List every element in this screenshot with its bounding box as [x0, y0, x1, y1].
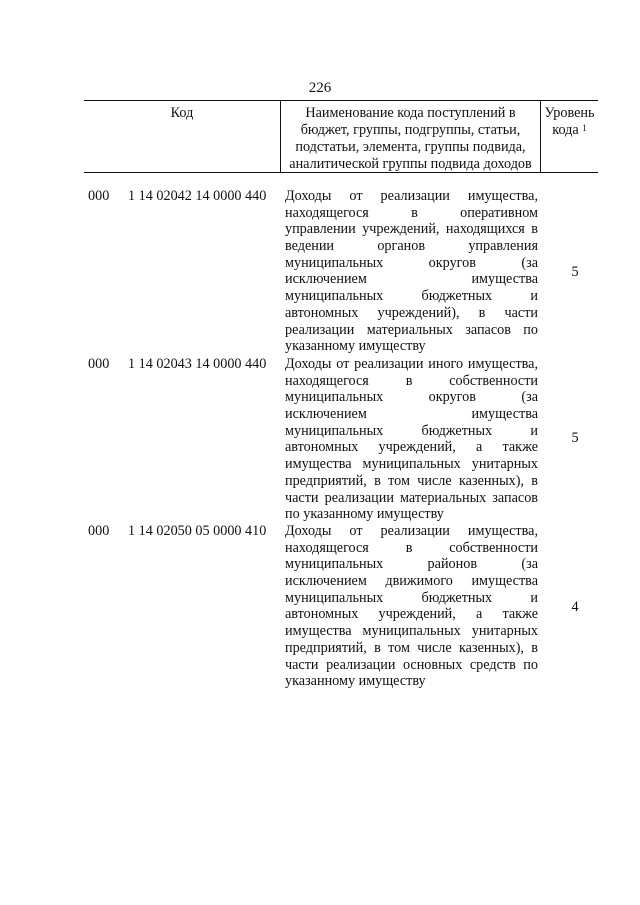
header-level-line2: [541, 122, 598, 139]
description-line: автономных учреждений), в части: [285, 304, 538, 321]
header-code: Код: [170, 105, 194, 121]
header-name-line: аналитической группы подвида доходов: [289, 156, 532, 172]
level-value: 4: [571, 599, 579, 615]
admin-code: 000: [88, 523, 110, 539]
description-line: Доходы от реализации имущества,: [285, 188, 538, 204]
description-line: по указанному имуществу: [285, 506, 444, 523]
description-line: исключением имущества: [285, 271, 538, 288]
header-level: [541, 105, 598, 139]
description-line: находящегося в собственности: [285, 539, 538, 556]
table-header: [84, 100, 598, 173]
revenue-description: [285, 356, 538, 523]
header-name-line: подстатьи, элемента, группы подвида,: [295, 139, 526, 155]
revenue-description: [285, 188, 538, 355]
description-line: имущества муниципальных унитарных: [285, 456, 538, 473]
description-line: ведении органов управления: [285, 238, 538, 255]
level-value: 5: [571, 264, 579, 280]
description-line: муниципальных округов (за: [285, 389, 538, 406]
header-name-line: бюджет, группы, подгруппы, статьи,: [300, 122, 521, 138]
description-line: имущества муниципальных унитарных: [285, 623, 538, 640]
description-line: находящегося в собственности: [285, 372, 538, 389]
header-name-line: Наименование кода поступлений в: [305, 105, 516, 121]
header-level-text: кода: [552, 122, 579, 138]
footnote-mark: 1: [582, 123, 587, 133]
description-line: муниципальных округов (за: [285, 254, 538, 271]
description-line: указанному имуществу: [285, 338, 426, 355]
description-line: предприятий, в том числе казенных), в: [285, 639, 538, 656]
revenue-description: [285, 523, 538, 690]
description-line: Доходы от реализации иного имущества,: [285, 356, 538, 372]
description-line: находящегося в оперативном: [285, 204, 538, 221]
admin-code: 000: [88, 188, 110, 204]
description-line: автономных учреждений, а также: [285, 606, 538, 623]
revenue-code: 1 14 02042 14 0000 440: [128, 188, 267, 204]
admin-code: 000: [88, 356, 110, 372]
description-line: автономных учреждений, а также: [285, 439, 538, 456]
description-line: муниципальных районов (за: [285, 556, 538, 573]
header-name: [281, 105, 540, 173]
page-number: 226: [308, 80, 332, 96]
level-value: 5: [571, 430, 579, 446]
description-line: предприятий, в том числе казенных), в: [285, 472, 538, 489]
header-level-line1: Уровень: [544, 105, 595, 121]
description-line: управлении учреждений, находящихся в: [285, 221, 538, 238]
description-line: муниципальных бюджетных и: [285, 288, 538, 305]
description-line: части реализации материальных запасов: [285, 489, 538, 506]
description-line: указанному имуществу: [285, 673, 426, 690]
revenue-code: 1 14 02043 14 0000 440: [128, 356, 267, 372]
revenue-code: 1 14 02050 05 0000 410: [128, 523, 267, 539]
description-line: части реализации основных средств по: [285, 656, 538, 673]
description-line: муниципальных бюджетных и: [285, 422, 538, 439]
description-line: исключением имущества: [285, 406, 538, 423]
description-line: реализации материальных запасов по: [285, 321, 538, 338]
description-line: исключением движимого имущества: [285, 573, 538, 590]
description-line: Доходы от реализации имущества,: [285, 523, 538, 539]
description-line: муниципальных бюджетных и: [285, 589, 538, 606]
